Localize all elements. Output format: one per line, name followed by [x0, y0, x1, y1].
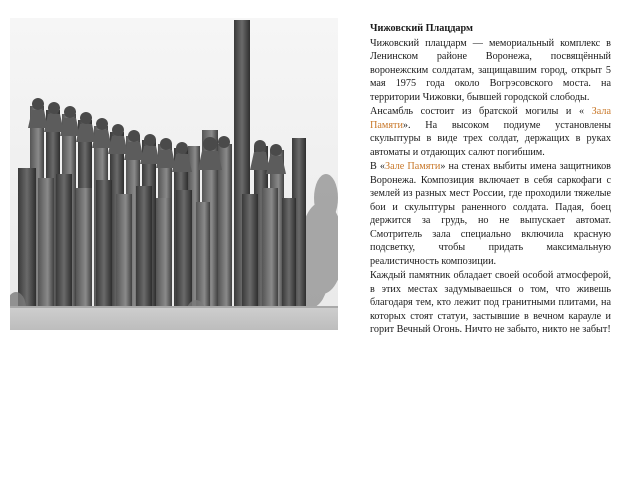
paragraph-2-text-before: Ансамбль состоит из братской могилы и « [370, 106, 592, 117]
article-paragraph-1: Чижовский плацдарм — мемориальный комплекс в Ленинском районе Воронежа, посвящённый воронежским солдатам, защищавшим город, открыт 5 мая 1975 года около Вогрэсовского моста. на территории Чижовки, бывшей городской слободы. [370, 37, 611, 103]
article-paragraph-3 [370, 160, 611, 268]
article-paragraph-4: Каждый памятник обладает своей особой атмосферой, в этих местах задумываешься о том, что живешь благодаря тем, кто лежит под гранитными плитами, на которых стоят статуи, застывшие в вечном карауле и горит Вечный Огонь. Ничто не забыто, никто не забыт! [370, 270, 611, 335]
article-title: Чижовский Плацдарм [370, 23, 473, 34]
hall-of-memory-link[interactable]: Зала Памяти [370, 106, 611, 131]
paragraph-3-text-after: » на стенах выбиты имена защитников Воронежа. Композиция включает в себя саркофаги с землей из разных мест России, где проходили тяжелые бои и скульптуры раненного солдата. Падая, боец держится за грудь, но не выпускает автомат. Смотритель зала специально включила красную подсветку, чтобы придать максимальную реалистичность композиции. [370, 161, 611, 267]
paragraph-2-text-after: ». На высоком подиуме установлены скульптуры в виде трех солдат, держащих в руках автоматы и отдающих салют погибшим. [370, 119, 611, 158]
article-text [370, 22, 611, 462]
paragraph-3-text-before: В « [370, 161, 385, 172]
monument-photo [10, 18, 338, 330]
hall-of-memory-link-2[interactable]: Зале Памяти [385, 161, 441, 172]
article-paragraph-2 [370, 105, 611, 159]
monument-image [10, 18, 338, 330]
